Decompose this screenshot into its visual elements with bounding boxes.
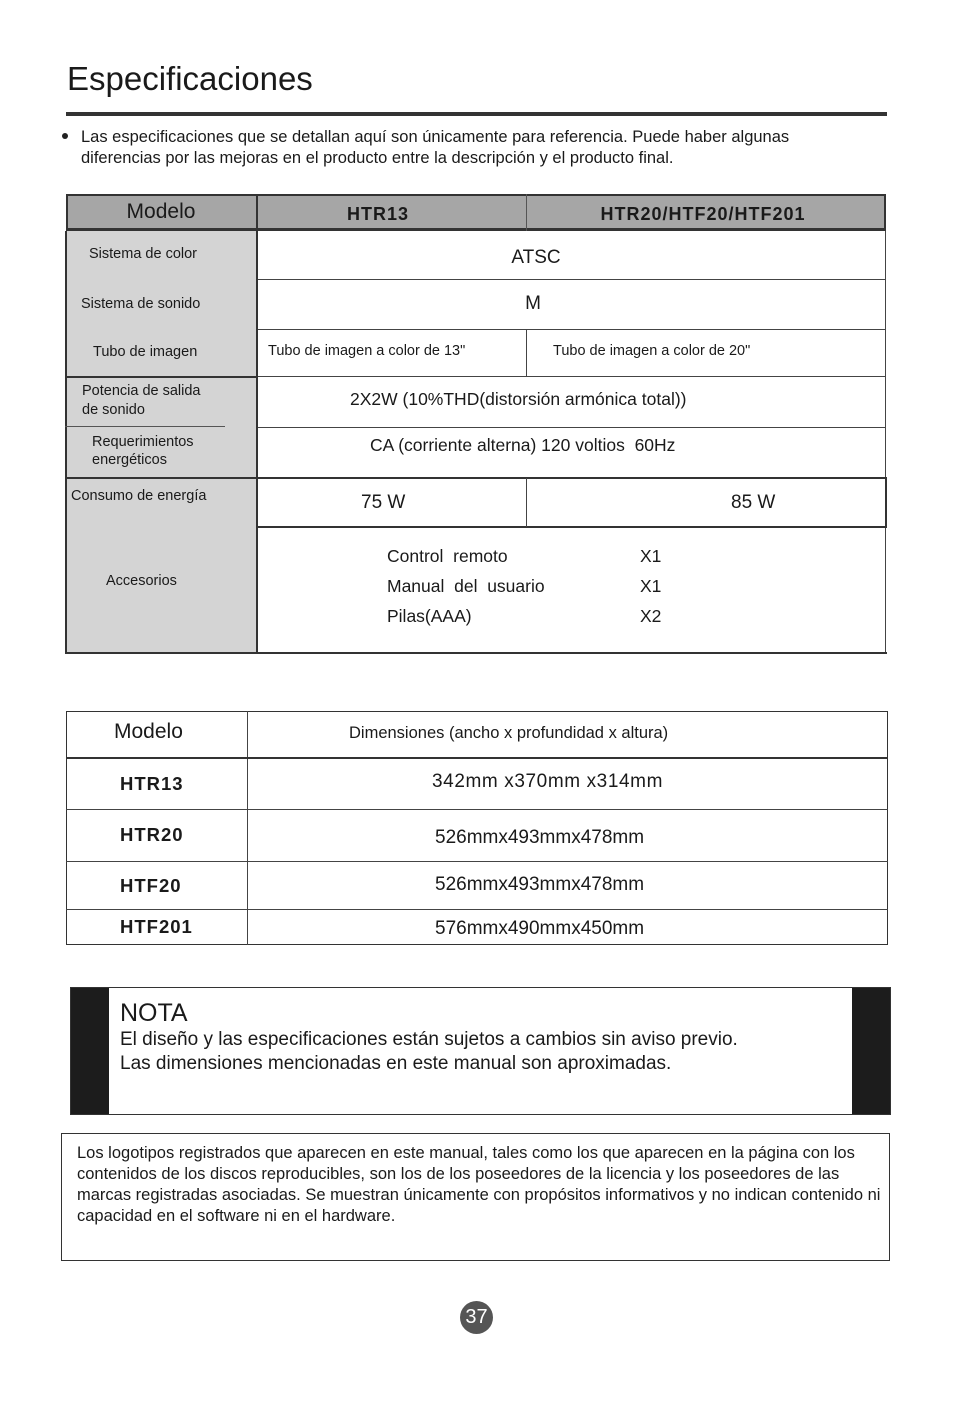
spec-row-line	[258, 329, 886, 330]
spec-value-power: CA (corriente alterna) 120 voltios 60Hz	[370, 435, 676, 455]
accessory-qty: X2	[640, 606, 662, 626]
accessory-name: Manual del usuario	[387, 576, 545, 596]
note-line-2: Las dimensiones mencionadas en este manual son aproximadas.	[120, 1053, 672, 1074]
spec-value-color: ATSC	[511, 247, 561, 268]
title-rule	[66, 112, 887, 116]
spec-label-sound: Sistema de sonido	[81, 296, 201, 312]
legal-text: Los logotipos registrados que aparecen en este manual, tales como los que aparecen en la página con los contenidos de los discos reproducibles, son los de los poseedores de la licencia y los poseedores de las marcas registradas asociadas. Se muestran únicamente con propósitos informativos y no indican contenido ni capacidad en el software ni en el hardware.	[77, 1144, 881, 1225]
dims-row-line	[66, 861, 888, 862]
spec-value-consumption-col2: 85 W	[731, 492, 776, 513]
page-number: 37	[460, 1301, 493, 1334]
spec-value-tube-col2: Tubo de imagen a color de 20"	[553, 343, 751, 359]
dims-row-model: HTR20	[120, 824, 184, 845]
spec-value-audio: 2X2W (10%THD(distorsión armónica total))	[350, 389, 687, 409]
note-left-bar	[71, 988, 109, 1114]
page-title: Especificaciones	[67, 60, 313, 97]
spec-right-border	[885, 231, 886, 654]
spec-value-sound: M	[525, 293, 541, 314]
spec-bottom-border	[65, 652, 887, 654]
spec-col-divider	[526, 478, 527, 527]
spec-label-color: Sistema de color	[89, 246, 197, 262]
bullet-icon	[62, 133, 68, 139]
note-right-bar	[852, 988, 890, 1114]
spec-row-line	[65, 376, 258, 378]
dims-row-model: HTF201	[120, 916, 193, 937]
dims-header-line	[66, 757, 888, 759]
spec-header-col1: HTR13	[346, 203, 409, 224]
dims-row-model: HTF20	[120, 875, 182, 896]
note-line-1: El diseño y las especificaciones están sujetos a cambios sin aviso previo.	[120, 1029, 738, 1050]
accessory-name: Control remoto	[387, 546, 508, 566]
spec-value-tube-col1: Tubo de imagen a color de 13"	[268, 343, 466, 359]
spec-label-tube: Tubo de imagen	[93, 344, 198, 360]
accessory-qty: X1	[640, 576, 662, 596]
intro-text: Las especificaciones que se detallan aquí son únicamente para referencia. Puede haber algunas diferencias por las mejoras en el producto entre la descripción y el producto final.	[81, 128, 790, 167]
spec-header-model: Modelo	[126, 200, 196, 223]
spec-label-audio-2: de sonido	[82, 402, 145, 418]
dims-header-model: Modelo	[114, 720, 183, 743]
spec-label-power-2: energéticos	[92, 452, 167, 468]
spec-label-consumption: Consumo de energía	[71, 488, 207, 504]
dims-row-value: 576mmx490mmx450mm	[435, 918, 645, 939]
spec-label-accessories: Accesorios	[106, 573, 177, 589]
spec-label-audio-1: Potencia de salida	[82, 383, 201, 399]
spec-row-line	[65, 426, 225, 427]
spec-value-consumption-col1: 75 W	[361, 492, 406, 513]
spec-left-border	[65, 231, 67, 654]
dims-row-model: HTR13	[120, 773, 184, 794]
dims-row-value: 526mmx493mmx478mm	[435, 874, 645, 895]
spec-row-line	[258, 279, 886, 280]
spec-row-line	[258, 376, 886, 377]
legal-notice-box	[61, 1133, 890, 1261]
spec-label-power-1: Requerimientos	[92, 434, 194, 450]
accessory-qty: X1	[640, 546, 662, 566]
spec-col-divider	[526, 329, 527, 377]
spec-header-col2: HTR20/HTF20/HTF201	[600, 203, 806, 224]
accessory-name: Pilas(AAA)	[387, 606, 472, 626]
dims-row-value: 342mm x370mm x314mm	[432, 771, 664, 792]
dims-header-dims: Dimensiones (ancho x profundidad x altura)	[349, 724, 669, 742]
dims-row-line	[66, 909, 888, 910]
note-heading: NOTA	[120, 999, 188, 1027]
dims-row-line	[66, 809, 888, 810]
dims-row-value: 526mmx493mmx478mm	[435, 827, 645, 848]
spec-row-line	[65, 477, 887, 479]
spec-row-line	[257, 526, 887, 528]
spec-row-line	[258, 427, 886, 428]
spec-right-border-bold	[885, 478, 887, 527]
note-box	[70, 987, 891, 1115]
